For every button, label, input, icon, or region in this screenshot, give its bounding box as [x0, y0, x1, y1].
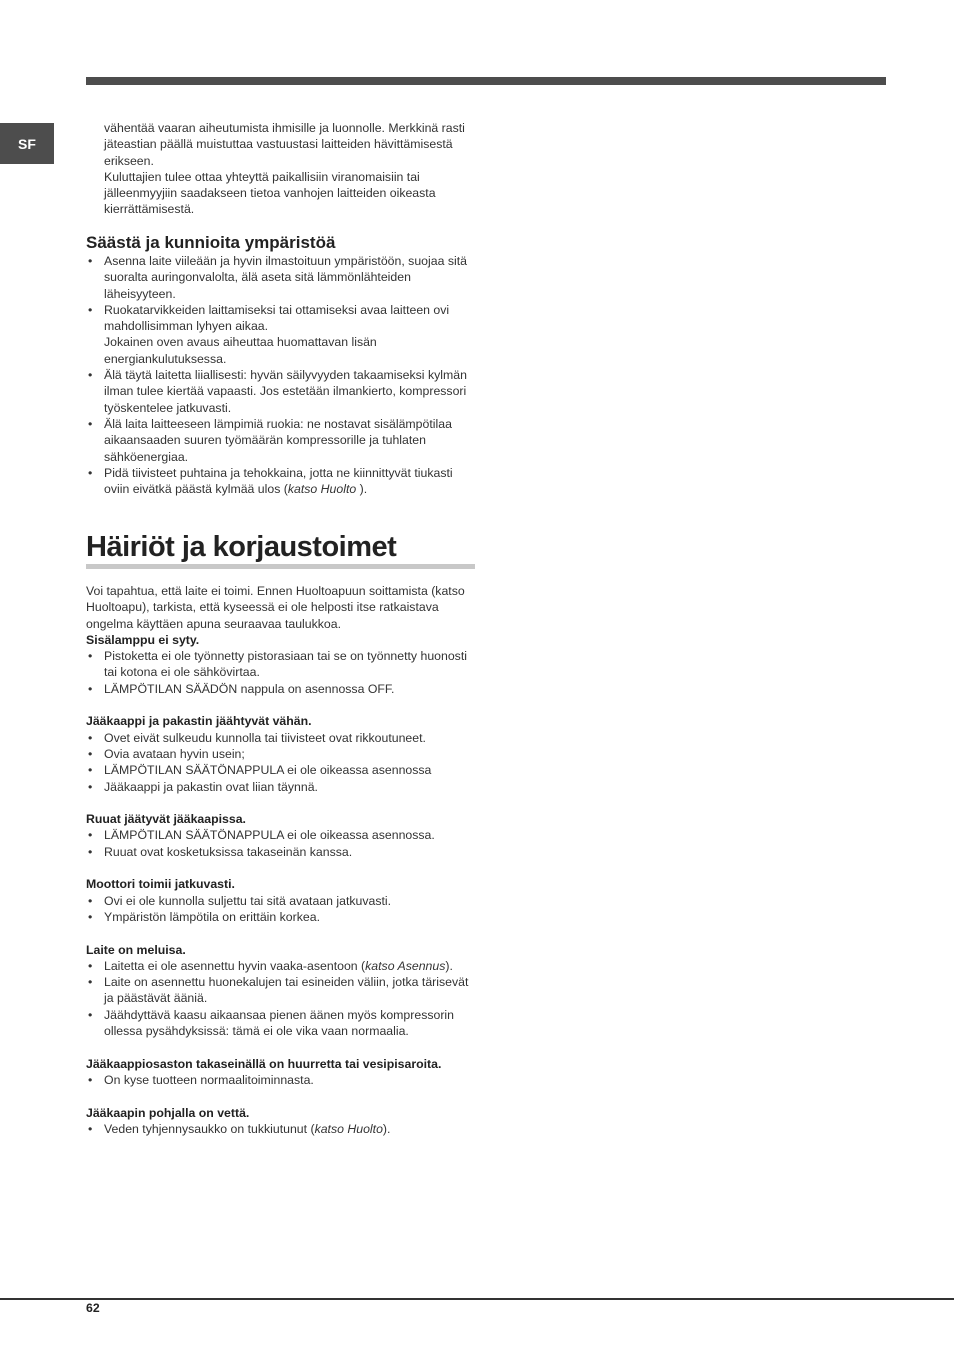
solution-list — [86, 958, 478, 1039]
troubleshooting-intro: Voi tapahtua, että laite ei toimi. Ennen Huoltoapuun soittamista (katso Huoltoapu), tarkista, että kyseessä ei ole helposti itse ratkaistava ongelma käyttäen apuna seuraavaa taulukkoa. — [86, 584, 465, 631]
problem-title: Sisälamppu ei syty. — [86, 632, 200, 647]
problem-block — [86, 811, 478, 860]
problem-title: Ruuat jäätyvät jääkaapissa. — [86, 812, 246, 827]
list-item: • Pidä tiivisteet puhtaina ja tehokkaina, jotta ne kiinnittyvät tiukasti oviin eivätkä päästä kylmää ulos (katso Huolto ). — [86, 465, 478, 498]
page-number: 62 — [86, 1301, 100, 1315]
list-item: • Veden tyhjennysaukko on tukkiutunut (katso Huolto). — [86, 1121, 478, 1137]
solution-list — [86, 1072, 478, 1088]
list-item: • Älä täytä laitetta liiallisesti: hyvän säilyvyyden takaamiseksi kylmän ilman tulee kiertää vapaasti. Jos estetään ilmankierto, kompressori työskentelee jatkuvasti. — [86, 367, 478, 416]
solution-list — [86, 827, 478, 860]
list-item: • Ympäristön lämpötila on erittäin korkea. — [86, 909, 478, 925]
header-bar — [86, 77, 886, 85]
problem-block — [86, 876, 478, 925]
list-item: • Ruuat ovat kosketuksissa takaseinän kanssa. — [86, 844, 478, 860]
list-item: • Ovet eivät sulkeudu kunnolla tai tiivisteet ovat rikkoutuneet. — [86, 730, 478, 746]
list-item: • Laitetta ei ole asennettu hyvin vaaka-asentoon (katso Asennus). — [86, 958, 478, 974]
footer-rule — [0, 1298, 954, 1300]
problem-block — [86, 632, 478, 697]
list-item: • Jäähdyttävä kaasu aikaansaa pienen äänen myös kompressorin ollessa pysähdyksissä: tämä ei ole vika vaan normaalia. — [86, 1007, 478, 1040]
save-environment-section — [86, 233, 478, 497]
list-item: • Jääkaappi ja pakastin ovat liian täynnä. — [86, 779, 478, 795]
list-item: • Ovia avataan hyvin usein; — [86, 746, 478, 762]
problem-block — [86, 713, 478, 794]
list-item: • Ovi ei ole kunnolla suljettu tai sitä avataan jatkuvasti. — [86, 893, 478, 909]
list-item: • Asenna laite viileään ja hyvin ilmastoituun ympäristöön, suojaa sitä suoralta auringonvalolta, älä aseta sitä lämmönlähteiden läheisyyteen. — [86, 253, 478, 302]
save-environment-heading: Säästä ja kunnioita ympäristöä — [86, 233, 336, 252]
list-item: • Laite on asennettu huonekalujen tai esineiden väliin, jotka tärisevät ja päästävät ääniä. — [86, 974, 478, 1007]
problem-title: Jääkaapin pohjalla on vettä. — [86, 1105, 250, 1120]
problem-title: Moottori toimii jatkuvasti. — [86, 877, 235, 892]
intro-paragraph-1: vähentää vaaran aiheutumista ihmisille ja luonnolle. Merkkinä rasti jäteastian päällä muistuttaa vastuustasi laitteiden hävittämisestä erikseen. — [104, 121, 465, 168]
solution-list — [86, 730, 478, 795]
problem-block — [86, 1105, 478, 1138]
save-environment-list — [86, 253, 478, 497]
troubleshooting-section — [86, 583, 478, 1153]
problem-block — [86, 942, 478, 1040]
troubleshooting-title: Häiriöt ja korjaustoimet — [86, 531, 397, 563]
list-item: • LÄMPÖTILAN SÄÄDÖN nappula on asennossa OFF. — [86, 681, 478, 697]
title-underline — [86, 564, 475, 569]
list-item: • On kyse tuotteen normaalitoiminnasta. — [86, 1072, 478, 1088]
list-item: • Pistoketta ei ole työnnetty pistorasiaan tai se on työnnetty huonosti tai kotona ei ole sähkövirtaa. — [86, 648, 478, 681]
solution-list — [86, 1121, 478, 1137]
problem-title: Jääkaappiosaston takaseinällä on huurretta tai vesipisaroita. — [86, 1056, 442, 1071]
problem-list — [86, 632, 478, 1137]
list-item: • Älä laita laitteeseen lämpimiä ruokia: ne nostavat sisälämpötilaa aikaansaaden suuren työmäärän kompressorille ja tuhlaten sähköenergiaa. — [86, 416, 478, 465]
list-item: • LÄMPÖTILAN SÄÄTÖNAPPULA ei ole oikeassa asennossa. — [86, 827, 478, 843]
solution-list — [86, 648, 478, 697]
problem-title: Jääkaappi ja pakastin jäähtyvät vähän. — [86, 714, 312, 729]
list-item: • LÄMPÖTILAN SÄÄTÖNAPPULA ei ole oikeassa asennossa — [86, 762, 478, 778]
intro-paragraph-2: Kuluttajien tulee ottaa yhteyttä paikallisiin viranomaisiin tai jälleenmyyjiin saadakseen tietoa vanhojen laitteiden oikeasta kierrättämisestä. — [104, 169, 436, 217]
problem-title: Laite on meluisa. — [86, 942, 186, 957]
problem-block — [86, 1056, 478, 1089]
solution-list — [86, 893, 478, 926]
intro-continuation — [86, 120, 478, 218]
list-item: • Ruokatarvikkeiden laittamiseksi tai ottamiseksi avaa laitteen ovi mahdollisimman lyhyen aikaa. Jokainen oven avaus aiheuttaa huomattavan lisän energiankulutuksessa. — [86, 302, 478, 367]
language-tab: SF — [0, 123, 54, 164]
